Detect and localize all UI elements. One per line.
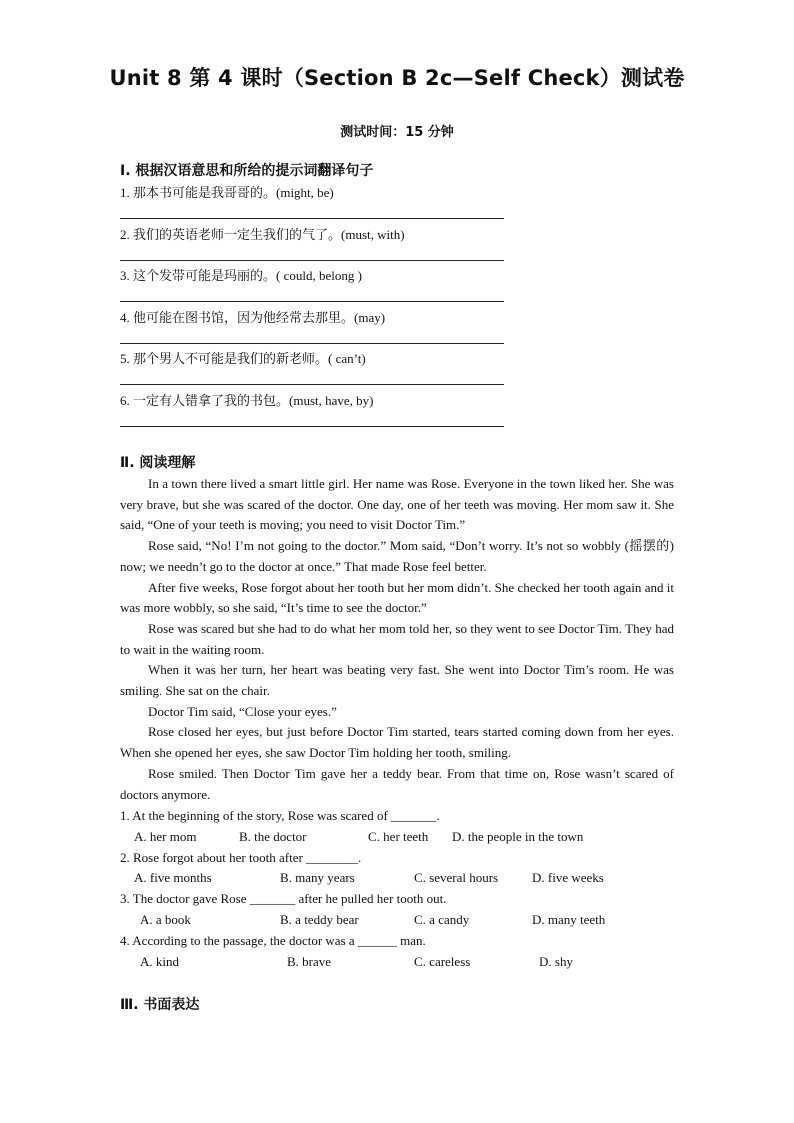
passage-paragraph: Rose said, “No! I’m not going to the doctor.” Mom said, “Don’t worry. It’s not so wobbly (摇摆的) now; we needn’t go to the doctor at once.” That made Rose feel better.	[120, 538, 674, 574]
passage-paragraph: Doctor Tim said, “Close your eyes.”	[148, 703, 337, 719]
translation-item	[120, 184, 510, 226]
section-2-heading: Ⅱ. 阅读理解	[120, 455, 196, 471]
option-a[interactable]: A. kind	[140, 953, 179, 969]
answer-line[interactable]	[120, 343, 504, 344]
translation-prompt: 3. 这个发带可能是玛丽的。( could, belong )	[120, 268, 362, 283]
question-stem: 2. Rose forgot about her tooth after ________.	[120, 849, 362, 865]
passage-paragraph: Rose closed her eyes, but just before Doctor Tim started, tears started coming down from her eyes. When she opened her eyes, she saw Doctor Tim holding her tooth, smiling.	[120, 724, 674, 761]
reading-passage	[120, 474, 674, 805]
option-d[interactable]: D. many teeth	[532, 911, 606, 927]
answer-line[interactable]	[120, 218, 504, 219]
option-c[interactable]: C. several hours	[414, 870, 499, 886]
option-d[interactable]: D. shy	[539, 953, 573, 969]
answer-line[interactable]	[120, 301, 504, 302]
translation-item	[120, 226, 510, 268]
translation-prompt: 2. 我们的英语老师一定生我们的气了。(must, with)	[120, 226, 405, 242]
passage-paragraph: After five weeks, Rose forgot about her tooth but her mom didn’t. She checked her tooth again and it was more wobbly, so she said, “It’s time to see the doctor.”	[120, 579, 674, 616]
question-stem: 3. The doctor gave Rose _______ after he pulled her tooth out.	[120, 891, 447, 907]
translation-item	[120, 267, 510, 309]
translation-item	[120, 350, 510, 392]
translation-item	[120, 392, 510, 434]
option-c[interactable]: C. her teeth	[368, 828, 429, 844]
option-c[interactable]: C. a candy	[414, 911, 470, 927]
test-time: 测试时间：15 分钟	[340, 125, 454, 140]
option-b[interactable]: B. brave	[287, 953, 332, 969]
option-row	[120, 910, 680, 931]
option-b[interactable]: B. the doctor	[239, 828, 307, 844]
answer-line[interactable]	[120, 384, 504, 385]
section-1-heading: Ⅰ. 根据汉语意思和所给的提示词翻译句子	[120, 163, 374, 179]
option-d[interactable]: D. five weeks	[532, 870, 604, 886]
passage-paragraph: Rose was scared but she had to do what her mom told her, so they went to see Doctor Tim. They had to wait in the waiting room.	[120, 620, 674, 657]
translation-prompt: 4. 他可能在图书馆，因为他经常去那里。(may)	[120, 309, 386, 325]
answer-line[interactable]	[120, 426, 504, 427]
option-a[interactable]: A. a book	[140, 911, 191, 927]
option-d[interactable]: D. the people in the town	[452, 828, 584, 844]
option-c[interactable]: C. careless	[414, 953, 471, 969]
translation-item	[120, 309, 510, 351]
option-a[interactable]: A. five months	[134, 870, 212, 886]
option-b[interactable]: B. many years	[280, 870, 355, 886]
question-stem: 4. According to the passage, the doctor was a ______ man.	[120, 932, 426, 948]
option-b[interactable]: B. a teddy bear	[280, 911, 359, 927]
question-stem: 1. At the beginning of the story, Rose was scared of _______.	[120, 808, 440, 823]
translation-prompt: 6. 一定有人错拿了我的书包。(must, have, by)	[120, 392, 374, 408]
translation-prompt: 1. 那本书可能是我哥哥的。(might, be)	[120, 185, 334, 200]
option-row	[120, 952, 680, 973]
option-row	[120, 827, 680, 848]
option-a[interactable]: A. her mom	[134, 828, 197, 844]
answer-line[interactable]	[120, 260, 504, 261]
passage-paragraph: In a town there lived a smart little girl. Her name was Rose. Everyone in the town liked her. She was very brave, but she was scared of the doctor. One day, one of her teeth was moving. Her mom saw it. She said, “One of your teeth is moving; you need to visit Doctor Tim.”	[120, 476, 674, 533]
question-list	[120, 806, 680, 972]
section-3-heading: Ⅲ. 书面表达	[120, 997, 200, 1013]
translation-section	[120, 184, 510, 433]
option-row	[120, 868, 680, 889]
page-title: Unit 8 第 4 课时（Section B 2c—Self Check）测试卷	[109, 66, 685, 90]
passage-paragraph: Rose smiled. Then Doctor Tim gave her a teddy bear. From that time on, Rose wasn’t scared of doctors anymore.	[120, 765, 674, 802]
passage-paragraph: When it was her turn, her heart was beating very fast. She went into Doctor Tim’s room. He was smiling. She sat on the chair.	[120, 662, 674, 699]
translation-prompt: 5. 那个男人不可能是我们的新老师。( can’t)	[120, 351, 366, 366]
